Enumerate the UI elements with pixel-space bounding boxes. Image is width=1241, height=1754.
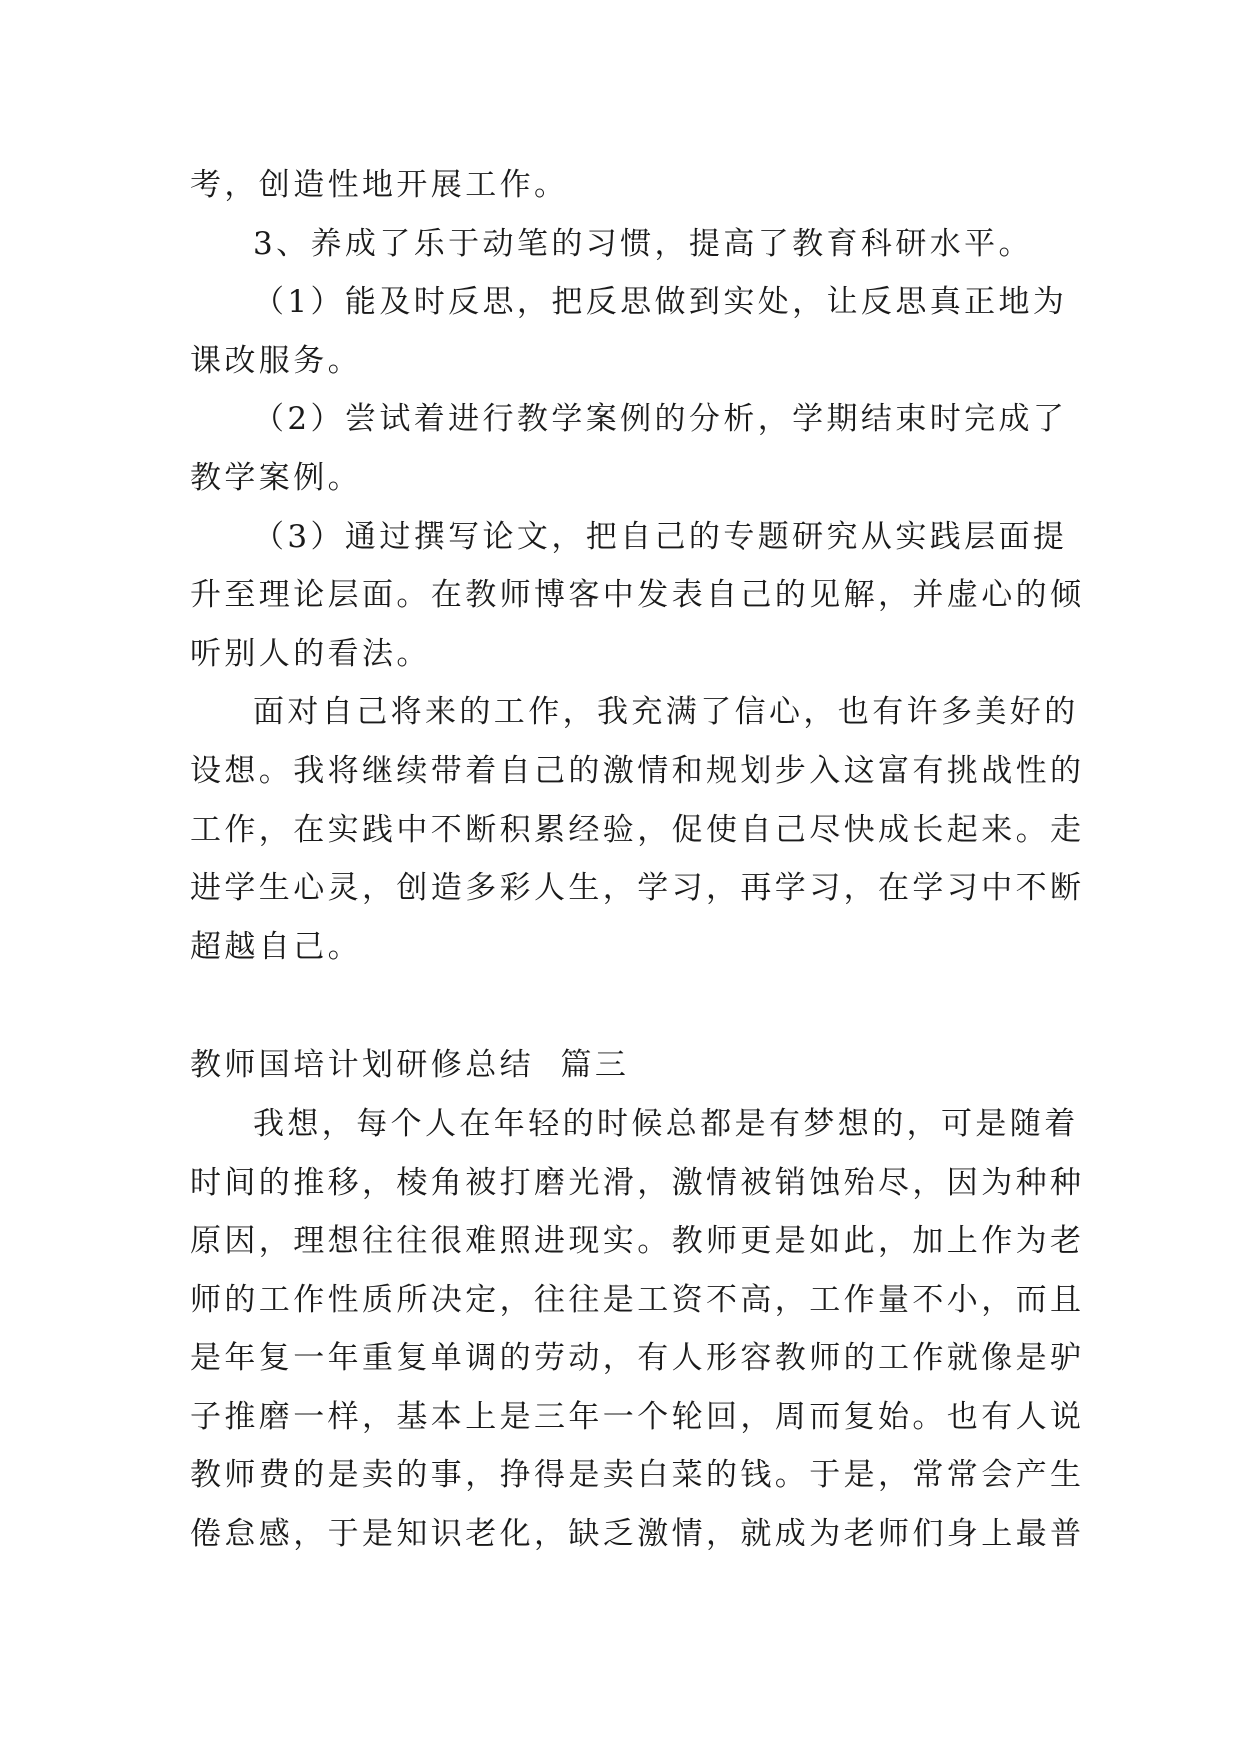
paragraph-continuation: [190, 156, 1070, 215]
section-gap: [190, 976, 1070, 1036]
text-line: 进学生心灵，创造多彩人生，学习，再学习，在学习中不断: [190, 870, 1085, 907]
paragraph-subitem-2: [190, 390, 1070, 507]
paragraph-future-work: [190, 683, 1085, 976]
text-line: 倦怠感，于是知识老化，缺乏激情，就成为老师们身上最普: [190, 1516, 1085, 1553]
text-line: 考，创造性地开展工作。: [190, 167, 569, 203]
paragraph-subitem-3: [190, 508, 1085, 684]
text-line: 升至理论层面。在教师博客中发表自己的见解，并虚心的倾: [190, 577, 1085, 614]
text-line: 教学案例。: [190, 459, 362, 496]
text-line: 设想。我将继续带着自己的激情和规划步入这富有挑战性的: [190, 752, 1085, 789]
document-body: [190, 156, 1085, 1564]
text-line: 课改服务。: [190, 342, 362, 379]
paragraph-dream: [190, 1095, 1085, 1564]
text-line: （3）通过撰写论文，把自己的专题研究从实践层面提: [253, 518, 1068, 555]
text-line: 原因，理想往往很难照进现实。教师更是如此，加上作为老: [190, 1223, 1085, 1260]
text-line: 听别人的看法。: [190, 635, 431, 672]
text-line: 面对自己将来的工作，我充满了信心，也有许多美好的: [253, 694, 1079, 731]
text-line: 超越自己。: [190, 928, 362, 965]
text-line: （2）尝试着进行教学案例的分析，学期结束时完成了: [253, 401, 1068, 438]
text-line: 时间的推移，棱角被打磨光滑，激情被销蚀殆尽，因为种种: [190, 1164, 1085, 1201]
section-title: 教师国培计划研修总结 篇三: [190, 1047, 630, 1084]
paragraph-subitem-1: [190, 273, 1070, 390]
section-heading: [190, 1036, 1070, 1095]
text-line: 子推磨一样，基本上是三年一个轮回，周而复始。也有人说: [190, 1398, 1085, 1435]
text-line: 工作，在实践中不断积累经验，促使自己尽快成长起来。走: [190, 811, 1085, 848]
text-line: 我想，每个人在年轻的时候总都是有梦想的，可是随着: [253, 1105, 1079, 1142]
paragraph-item-3: [190, 215, 1070, 274]
text-line: 教师费的是卖的事，挣得是卖白菜的钱。于是，常常会产生: [190, 1457, 1085, 1494]
text-line: （1）能及时反思，把反思做到实处，让反思真正地为: [253, 284, 1068, 321]
text-line: 是年复一年重复单调的劳动，有人形容教师的工作就像是驴: [190, 1340, 1085, 1377]
text-line: 3、养成了乐于动笔的习惯，提高了教育科研水平。: [253, 225, 1033, 262]
text-line: 师的工作性质所决定，往往是工资不高，工作量不小，而且: [190, 1281, 1085, 1318]
